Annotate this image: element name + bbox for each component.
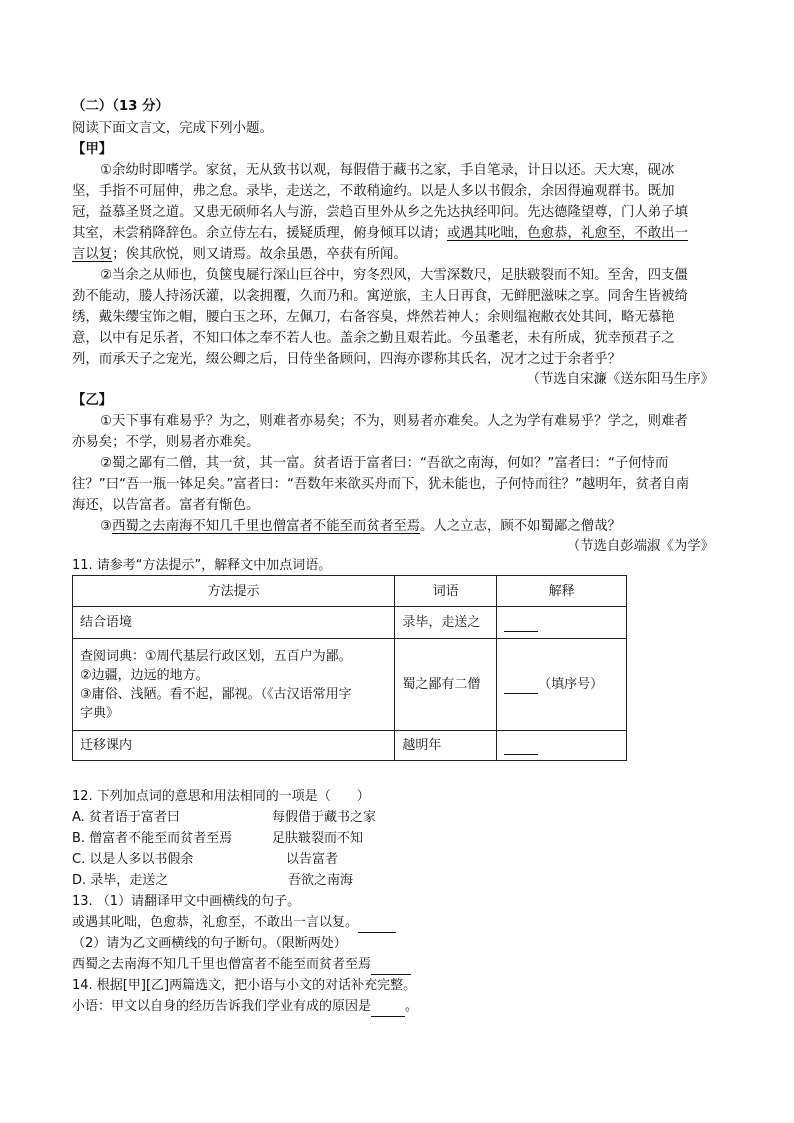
passage-jia-line <box>72 224 688 244</box>
word-cell: 录毕，走送之 <box>395 607 497 639</box>
passage-jia-line: 冠，益慕圣贤之道。又患无硕师名人与游，尝趋百里外从乡之先达执经叩问。先达德隆望尊，门人弟子填 <box>72 205 688 220</box>
passage-jia-line: 坚，手指不可屈伸，弗之怠。录毕，走送之，不敢稍逾约。以是人多以书假余，余因得遍观群书。既加 <box>72 184 675 199</box>
passage-jia-line: ②当余之从师也，负箧曳屣行深山巨谷中，穷冬烈风，大雪深数尺，足肤皲裂而不知。至舍，四支僵 <box>100 268 688 283</box>
option-C[interactable] <box>72 850 338 870</box>
method-cell: 结合语境 <box>73 607 395 639</box>
answer-blank[interactable] <box>371 1002 405 1017</box>
text-segment: ③ <box>100 519 113 534</box>
answer-blank[interactable] <box>358 918 396 933</box>
option-B[interactable] <box>72 829 363 849</box>
method-cell: 迁移课内 <box>73 731 395 761</box>
passage-yi-line: ①天下事有难易乎？为之，则难者亦易矣；不为，则易者亦难矣。人之为学有难易乎？学之，则难者 <box>100 414 688 429</box>
answer-blank[interactable] <box>504 617 538 632</box>
text-segment: 西蜀之去南海不知几千里也僧富者不能至而贫者至焉 <box>72 957 372 972</box>
question-12-stem: 12. 下列加点词的意思和用法相同的一项是（ ） <box>72 789 370 804</box>
question-13-sentence-1 <box>72 913 396 933</box>
method-cell <box>73 639 395 731</box>
option-right: 吾欲之南海 <box>288 873 354 888</box>
table-row <box>73 607 627 639</box>
question-13-stem-1: 13. （1）请翻译甲文中画横线的句子。 <box>72 894 301 909</box>
answer-cell[interactable] <box>497 607 627 639</box>
period: 。 <box>405 999 419 1014</box>
answer-cell[interactable] <box>497 731 627 761</box>
question-14-dialog <box>72 997 418 1017</box>
underlined-sentence: 西蜀之去南海不知几千里也僧富者不能至而贫者至焉 <box>112 519 420 534</box>
answer-blank[interactable] <box>504 679 538 694</box>
passage-jia-line: 列，而承天子之宠光，缀公卿之后，日侍坐备顾问，四海亦谬称其氏名，况才之过于余者乎？ <box>72 352 622 367</box>
header-word: 词语 <box>395 576 497 607</box>
table-row <box>73 731 627 761</box>
instruction: 阅读下面文言文，完成下列小题。 <box>72 121 273 136</box>
question-13-sentence-2 <box>72 955 411 975</box>
method-line: ③庸俗、浅陋。看不起，鄙视。（《古汉语常用字 <box>80 686 352 702</box>
answer-text: （填序号） <box>538 677 604 692</box>
passage-yi-line: ②蜀之鄙有二僧，其一贫，其一富。贫者语于富者曰：“吾欲之南海，何如？”富者曰：“子何恃而 <box>100 456 669 471</box>
answer-blank[interactable] <box>504 740 538 755</box>
question-14-stem: 14. 根据[甲][乙]两篇选文，把小语与小文的对话补充完整。 <box>72 978 417 993</box>
table-header-row <box>73 576 627 607</box>
text-segment: 或遇其叱咄，色愈恭，礼愈至，不敢出一言以复。 <box>72 915 359 930</box>
underlined-sentence: 言以复 <box>72 247 113 262</box>
question-11-stem: 11. 请参考“方法提示”，解释文中加点词语。 <box>72 558 332 573</box>
passage-yi-line: 亦易矣；不学，则易者亦难矣。 <box>72 435 260 450</box>
passage-yi-line <box>100 517 621 537</box>
passage-jia-label: 【甲】 <box>72 142 113 157</box>
text-segment: ；俟其欣悦，则又请焉。故余虽愚，卒获有所闻。 <box>112 247 407 262</box>
passage-yi-label: 【乙】 <box>72 393 113 408</box>
header-method: 方法提示 <box>73 576 395 607</box>
passage-jia-line: ①余幼时即嗜学。家贫，无从致书以观，每假借于藏书之家，手自笔录，计日以还。天大寒，砚冰 <box>100 163 675 178</box>
option-A[interactable] <box>72 808 376 828</box>
passage-yi-source: （节选自彭端淑《为学》 <box>566 539 714 554</box>
passage-yi-line: 往？”曰“吾一瓶一钵足矣。”富者曰：“吾数年来欲买舟而下，犹未能也，子何恃而往？”越明年，贫者自南 <box>72 477 690 492</box>
answer-cell[interactable] <box>497 639 627 731</box>
passage-jia-line <box>72 245 407 265</box>
word-cell: 蜀之鄙有二僧 <box>395 639 497 731</box>
option-right: 每假借于藏书之家 <box>272 810 377 825</box>
method-line: 查阅词典：①周代基层行政区划，五百户为鄙。 <box>80 648 352 664</box>
table-row <box>73 639 627 731</box>
passage-jia-line: 意，以中有足乐者，不知口体之奉不若人也。盖余之勤且艰若此。今虽耄老，未有所成，犹幸预君子之 <box>72 331 675 346</box>
header-explanation: 解释 <box>497 576 627 607</box>
option-left: B. 僧富者不能至而贫者至焉 <box>72 831 233 846</box>
passage-jia-source: （节选自宋濂《送东阳马生序》 <box>526 372 714 387</box>
text-segment: 其室，未尝稍降辞色。余立侍左右，援疑质理，俯身倾耳以请； <box>72 226 447 241</box>
option-right: 足肤皲裂而不知 <box>272 831 364 846</box>
answer-blank[interactable] <box>371 960 411 975</box>
option-right: 以告富者 <box>286 852 339 867</box>
passage-jia-line: 绣，戴朱缨宝饰之帽，腰白玉之环，左佩刀，右备容臭，烨然若神人；余则缊袍敝衣处其间，略无慕艳 <box>72 310 675 325</box>
passage-jia-line: 劲不能动，媵人持汤沃灌，以衾拥覆，久而乃和。寓逆旅，主人日再食，无鲜肥滋味之享。同舍生皆被绮 <box>72 289 688 304</box>
section-title: （二）（13 分） <box>72 99 169 114</box>
method-line: 字典》 <box>80 705 120 721</box>
option-left: C. 以是人多以书假余 <box>72 852 194 867</box>
underlined-sentence: 或遇其叱咄，色愈恭，礼愈至，不敢出一 <box>446 226 688 241</box>
option-D[interactable] <box>72 871 353 891</box>
text-segment: 。人之立志，顾不如蜀鄙之僧哉？ <box>420 519 621 534</box>
text-segment: 小语：甲文以自身的经历告诉我们学业有成的原因是 <box>72 999 372 1014</box>
method-line: ②边疆，边远的地方。 <box>80 667 209 683</box>
word-cell: 越明年 <box>395 731 497 761</box>
option-left: D. 录毕，走送之 <box>72 873 169 888</box>
option-left: A. 贫者语于富者曰 <box>72 810 180 825</box>
passage-yi-line: 海还，以告富者。富者有惭色。 <box>72 498 260 513</box>
method-table <box>72 575 627 761</box>
question-13-stem-2: （2）请为乙文画横线的句子断句。（限断两处） <box>72 936 347 951</box>
